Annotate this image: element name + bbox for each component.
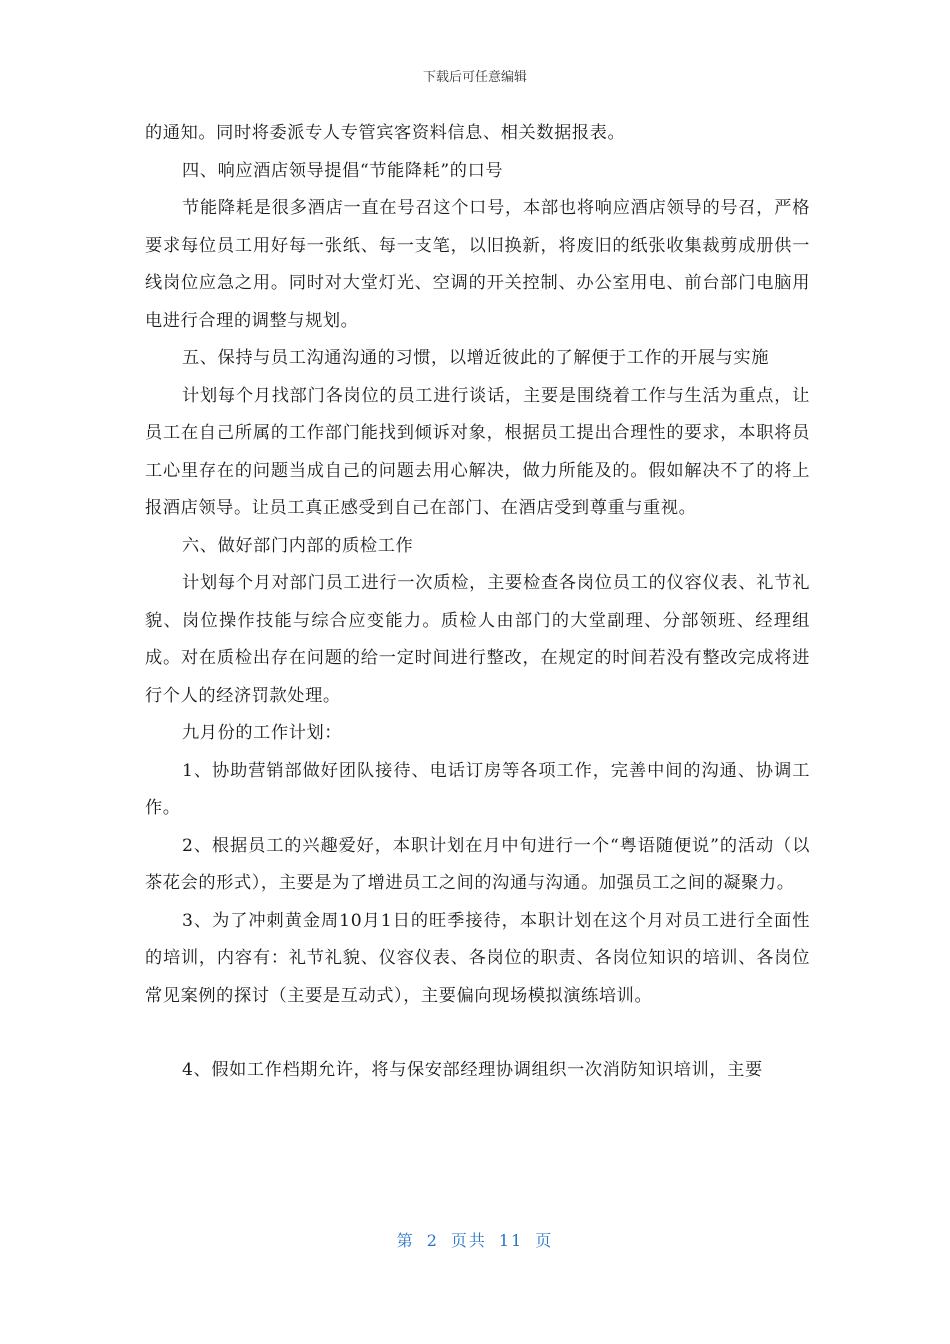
footer-suffix: 页 [535,1231,554,1250]
section-heading-energy-saving: 四、响应酒店领导提倡“节能降耗”的口号 [182,160,504,181]
section-heading-september-plan: 九月份的工作计划： [182,723,343,743]
paragraph: 节能降耗是很多酒店一直在号召这个口号，本部也将响应酒店领导的号召，严格要求每位员工用好每一张纸、每一支笔，以旧换新，将废旧的纸张收集裁剪成册供一线岗位应急之用。同时对大堂灯光、空调的开关控制、办公室用电、前台部门电脑用电进行合理的调整与规划。 [145,198,810,331]
footer-middle: 页共 [450,1231,487,1250]
paragraph: 计划每个月找部门各岗位的员工进行谈话，主要是围绕着工作与生活为重点，让员工在自己所属的工作部门能找到倾诉对象，根据员工提出合理性的要求，本职将员工心里存在的问题当成自己的问题去用心解决，做力所能及的。假如解决不了的将上报酒店领导。让员工真正感受到自己在部门、在酒店受到尊重与重视。 [145,385,810,518]
paragraph: 的通知。同时将委派专人专管宾客资料信息、相关数据报表。 [145,123,626,143]
document-body [145,115,810,1090]
list-item: 3、为了冲刺黄金周10月1日的旺季接待，本职计划在这个月对员工进行全面性的培训，内容有：礼节礼貌、仪容仪表、各岗位的职责、各岗位知识的培训、各岗位常见案例的探讨（主要是互动式），主要偏向现场模拟演练培训。 [145,910,810,1006]
list-item: 1、协助营销部做好团队接待、电话订房等各项工作，完善中间的沟通、协调工作。 [145,760,810,818]
list-item: 4、假如工作档期允许，将与保安部经理协调组织一次消防知识培训，主要 [182,1060,763,1080]
footer-prefix: 第 [396,1231,415,1250]
paragraph: 计划每个月对部门员工进行一次质检，主要检查各岗位员工的仪容仪表、礼节礼貌、岗位操作技能与综合应变能力。质检人由部门的大堂副理、分部领班、经理组成。对在质检出存在问题的给一定时间进行整改，在规定的时间若没有整改完成将进行个人的经济罚款处理。 [145,573,810,706]
section-heading-communication: 五、保持与员工沟通沟通的习惯，以增近彼此的了解便于工作的开展与实施 [182,348,769,368]
total-pages: 11 [498,1231,524,1250]
page-header-note: 下载后可任意编辑 [422,70,527,85]
section-heading-quality-check: 六、做好部门内部的质检工作 [182,535,414,556]
list-item: 2、根据员工的兴趣爱好，本职计划在月中旬进行一个“粤语随便说”的活动（以茶花会的形式），主要是为了增进员工之间的沟通与沟通。加强员工之间的凝聚力。 [145,835,810,893]
page-footer [0,1228,950,1251]
page-number: 2 [426,1231,439,1250]
